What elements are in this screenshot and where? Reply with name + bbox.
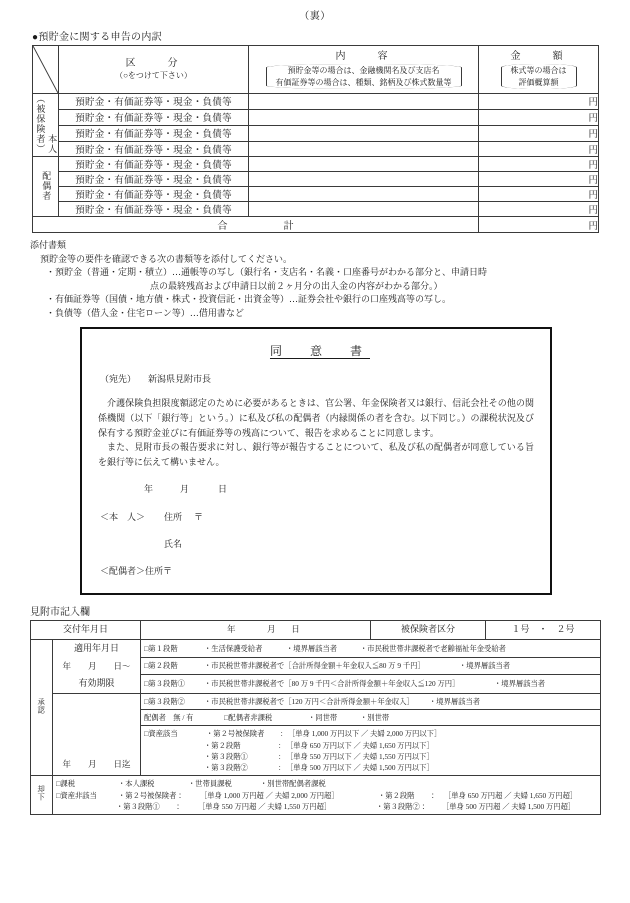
reject-asset-1-value: ［単身 1,000 万円超 ／ 夫婦 2,000 万円超］ — [200, 790, 339, 800]
asset-line-4 — [144, 762, 597, 773]
deposit-content-input[interactable] — [249, 202, 479, 217]
stage1-item-1: ・生活保護受給者 — [204, 643, 263, 653]
reject-asset-1-label: ・第２号被保険者： — [118, 790, 184, 800]
header-naiyou-sub1: 預貯金等の場合は、金融機関名及び支店名 — [287, 66, 440, 76]
stage1-item-3: ・市民税世帯非課税者で老齢福祉年金受給者 — [360, 643, 506, 653]
reject-asset-line-1 — [56, 790, 597, 801]
consent-self-name-label: 氏名 — [164, 538, 183, 549]
tax-item-2: ・世帯員課税 — [188, 779, 232, 789]
deposit-item-label[interactable]: 預貯金・有価証券等・現金・負債等 — [59, 187, 249, 202]
corner-diagonal-cell — [33, 46, 59, 94]
stage3a-checkbox[interactable]: □第３段階① — [144, 679, 185, 689]
consent-self-name-row[interactable] — [164, 537, 534, 552]
row-group-label-honnin — [33, 94, 59, 157]
deposit-amount-input[interactable]: 円 — [479, 109, 599, 125]
asset-line-3-label: ・第３段階① — [204, 751, 248, 761]
reject-side-label — [31, 776, 53, 815]
reject-content-block[interactable] — [53, 776, 601, 815]
deposit-content-input[interactable] — [249, 172, 479, 187]
insured-class-label: 被保険者区分 — [371, 620, 486, 639]
stage3a-item-2: ・境界層該当者 — [494, 679, 546, 689]
deposit-content-input[interactable] — [249, 109, 479, 125]
table-row — [33, 94, 599, 110]
header-naiyou-subgroup — [266, 64, 462, 88]
deposit-item-label[interactable]: 預貯金・有価証券等・現金・負債等 — [59, 141, 249, 157]
tax-checkbox[interactable]: □課税 — [56, 779, 76, 789]
asset-noneligible-checkbox[interactable]: □資産非該当 — [56, 790, 97, 800]
approve-side-label — [31, 639, 53, 776]
attachments-line-1: ・預貯金（普通・定期・積立）…通帳等の写し（銀行名・支店名・名義・口座番号がわかる部分と、申請日時 — [46, 267, 488, 278]
asset-line-1-value: ［単身 1,000 万円以下 ／ 夫婦 2,000 万円以下］ — [288, 729, 442, 739]
consent-date-day: 日 — [218, 484, 228, 495]
approve-row-4 — [31, 693, 601, 709]
deposit-amount-input[interactable]: 円 — [479, 187, 599, 202]
deposit-item-label[interactable]: 預貯金・有価証券等・現金・負債等 — [59, 157, 249, 172]
consent-spouse-address-row[interactable] — [100, 564, 534, 579]
row-group-label-honnin-main: 本人 — [47, 134, 58, 154]
header-kingaku-sub1: 株式等の場合は — [510, 66, 567, 76]
tax-item-1: ・本人課税 — [118, 779, 155, 789]
spouse-nontax-checkbox[interactable]: □配偶者非課税 — [224, 712, 273, 722]
attachments-line-1b: 点の最終残高および申請日以前２ヶ月分の出入金の内容がわかる部分。） — [150, 280, 443, 291]
attachments-line-3: ・負債等（借入金・住宅ローン等）…借用書など — [46, 307, 244, 318]
stage3b-checkbox[interactable]: □第３段階② — [144, 696, 185, 706]
approve-stage-3b[interactable] — [141, 693, 601, 709]
consent-paragraph-2: また、見附市長の報告要求に対し、銀行等が報告することについて、私及び私の配偶者が同意している旨を銀行等に伝えて構いません。 — [98, 442, 534, 467]
deposit-item-label[interactable]: 預貯金・有価証券等・現金・負債等 — [59, 202, 249, 217]
approve-stage-2[interactable] — [141, 658, 601, 675]
table-row — [33, 172, 599, 187]
reject-asset-line-2 — [56, 801, 597, 812]
issue-date-input[interactable] — [141, 620, 371, 639]
consent-addressee-value: 新潟県見附市長 — [148, 373, 212, 384]
asset-line-1-sep: ： — [280, 729, 288, 739]
reject-row — [31, 776, 601, 815]
header-kingaku-subgroup — [501, 64, 577, 88]
consent-spouse-address-label: 住所 — [145, 566, 164, 577]
consent-addressee-label: （宛先） — [100, 373, 137, 384]
deposit-content-input[interactable] — [249, 141, 479, 157]
asset-line-4-label: ・第３段階② — [204, 763, 248, 773]
deposit-item-label[interactable]: 預貯金・有価証券等・現金・負債等 — [59, 109, 249, 125]
table-row — [33, 187, 599, 202]
stage1-checkbox[interactable]: □第１段階 — [144, 643, 178, 653]
header-kubun-title: 区 分 — [125, 58, 182, 70]
approve-row-2 — [31, 658, 601, 675]
back-page-marker: （裏） — [299, 11, 331, 22]
consent-date-month: 月 — [180, 484, 190, 495]
table-row — [33, 202, 599, 217]
spouse-same-household: ・同世帯 — [308, 712, 338, 722]
tax-item-3: ・別世帯配偶者課税 — [260, 779, 326, 789]
table-row — [33, 157, 599, 172]
attachments-lead: 預貯金等の要件を確認できる次の書類等を添付してください。 — [40, 253, 293, 264]
table-row — [33, 141, 599, 157]
table-row — [33, 125, 599, 141]
deposit-content-input[interactable] — [249, 94, 479, 110]
header-naiyou-sub2: 有価証券等の場合は、種類、銘柄及び株式数量等 — [275, 77, 452, 87]
deposit-section-heading: ●預貯金に関する申告の内訳 — [32, 32, 162, 43]
reject-asset-1b-value: ［単身 650 万円超 ／ 夫婦 1,650 万円超］ — [444, 790, 578, 800]
stage2-item-2: ・境界層該当者 — [459, 661, 511, 671]
stage1-item-2: ・境界層該当者 — [286, 643, 338, 653]
valid-until-value[interactable]: 年 月 日迄 — [53, 693, 141, 776]
deposit-amount-input[interactable]: 円 — [479, 172, 599, 187]
reject-asset-2b-label: ・第３段階②： — [376, 802, 428, 812]
asset-line-2-label: ・第２段階 — [204, 740, 241, 750]
asset-line-1 — [144, 728, 597, 739]
deposit-content-input[interactable] — [249, 187, 479, 202]
asset-line-4-sep: ： — [278, 763, 286, 773]
city-section-heading: 見附市記入欄 — [30, 606, 90, 618]
deposit-declaration-table — [32, 45, 599, 233]
header-kubun-sub: （○をつけて下さい） — [115, 70, 192, 80]
issue-date-year: 年 — [226, 624, 236, 635]
deposit-content-input[interactable] — [249, 157, 479, 172]
consent-addressee-row — [100, 372, 534, 387]
row-group-label-spouse — [33, 157, 59, 217]
issue-date-day: 日 — [291, 624, 300, 635]
attachments-line-2: ・有価証券等（国債・地方債・株式・投資信託・出資金等）…証券会社や銀行の口座残高等の写し。 — [46, 294, 452, 305]
consent-date-year: 年 — [144, 484, 154, 495]
row-group-label-spouse-text: 配偶者 — [41, 170, 52, 201]
consent-spouse-label: ＜配偶者＞ — [100, 566, 146, 577]
reject-asset-2-value: ［単身 550 万円超 ／ 夫婦 1,550 万円超］ — [198, 802, 332, 812]
issue-date-month: 月 — [266, 624, 276, 635]
consent-spouse-postal-icon: 〒 — [163, 566, 173, 577]
approve-stage-1[interactable] — [141, 639, 601, 657]
asset-line-4-value: ［単身 500 万円以下 ／ 夫婦 1,500 万円以下］ — [286, 763, 434, 773]
asset-line-2-sep: ： — [278, 740, 286, 750]
deposit-amount-input[interactable]: 円 — [479, 125, 599, 141]
header-naiyou — [249, 46, 479, 94]
asset-line-3 — [144, 751, 597, 762]
header-kingaku-sub2: 評価概算額 — [518, 77, 559, 87]
header-naiyou-title: 内 容 — [335, 50, 392, 62]
consent-paragraph-1: 介護保険負担限度額認定のために必要があるときは、官公署、年金保険者又は銀行、信託会社その他の関係機関（以下「銀行等」という。）に私及び私の配偶者（内縁関係の者を含む。以下同じ。）の課税状況及び保有する預貯金並びに有価証券等の残高について、報告を求めることに同意します。 — [98, 398, 534, 438]
deposit-amount-input[interactable]: 円 — [479, 157, 599, 172]
stage2-checkbox[interactable]: □第２段階 — [144, 661, 178, 671]
attachments-title: 添付書類 — [30, 240, 67, 251]
approve-row-1 — [31, 639, 601, 657]
consent-form-box — [80, 327, 552, 594]
apply-date-value[interactable]: 年 月 日〜 — [53, 658, 141, 675]
table-row — [33, 109, 599, 125]
reject-side-label-text: 却下 — [37, 785, 47, 803]
apply-date-label: 適用年月日 — [53, 639, 141, 657]
consent-self-address-label: 住所 — [164, 511, 183, 522]
asset-eligible-checkbox[interactable]: □資産該当 — [144, 729, 178, 739]
consent-date-row[interactable] — [144, 482, 534, 497]
deposit-item-label[interactable]: 預貯金・有価証券等・現金・負債等 — [59, 125, 249, 141]
city-office-table — [30, 620, 601, 816]
deposit-amount-input[interactable]: 円 — [479, 141, 599, 157]
header-kubun — [59, 46, 249, 94]
total-label: 合 計 — [33, 217, 479, 233]
deposit-item-label[interactable]: 預貯金・有価証券等・現金・負債等 — [59, 172, 249, 187]
asset-line-3-sep: ： — [278, 751, 286, 761]
spouse-status-row[interactable] — [141, 709, 601, 725]
valid-until-label: 有効期限 — [53, 675, 141, 693]
city-issue-date-row — [31, 620, 601, 639]
deposit-content-input[interactable] — [249, 125, 479, 141]
header-kingaku — [479, 46, 599, 94]
reject-tax-line[interactable] — [56, 778, 597, 789]
asset-line-2-value: ［単身 650 万円以下 ／ 夫婦 1,650 万円以下］ — [286, 740, 434, 750]
deposit-amount-input[interactable]: 円 — [479, 202, 599, 217]
consent-self-postal-icon: 〒 — [194, 511, 204, 522]
consent-self-label: ＜本 人＞ — [100, 511, 146, 522]
reject-asset-2b-value: ［単身 500 万円超 ／ 夫婦 1,500 万円超］ — [442, 802, 576, 812]
insured-class-value[interactable]: １号 ・ ２号 — [486, 620, 601, 639]
consent-title: 同 意 書 — [269, 344, 370, 359]
diagonal-line-icon — [33, 46, 58, 93]
header-kingaku-title: 金 額 — [510, 50, 567, 62]
row-group-label-honnin-text: （被保険者） — [35, 94, 46, 154]
consent-self-address-row[interactable] — [100, 510, 534, 525]
stage3b-item-1: ・市民税世帯非課税者で［120 万円＜合計所得金額＋年金収入］ — [204, 696, 414, 706]
total-amount-input[interactable]: 円 — [479, 217, 599, 233]
stage2-item-1: ・市民税世帯非課税者で［合計所得金額＋年金収入≦80 万 9 千円］ — [204, 661, 425, 671]
asset-line-1-label: ・第２号被保険者 — [206, 729, 265, 739]
approve-row-3 — [31, 675, 601, 693]
stage3b-item-2: ・境界層該当者 — [429, 696, 481, 706]
reject-asset-2-label: ・第３段階① ： — [116, 802, 182, 812]
deposit-total-row — [33, 217, 599, 233]
spouse-other-household: ・別世帯 — [360, 712, 390, 722]
asset-eligible-block[interactable] — [141, 726, 601, 776]
deposit-table-header-row — [33, 46, 599, 94]
deposit-amount-input[interactable]: 円 — [479, 94, 599, 110]
approve-side-label-text: 承認 — [37, 697, 47, 715]
spouse-status-label[interactable]: 配偶者 無 / 有 — [144, 712, 194, 722]
reject-asset-1b-label: ・第２段階 ： — [378, 790, 437, 800]
deposit-item-label[interactable]: 預貯金・有価証券等・現金・負債等 — [59, 94, 249, 110]
asset-line-3-value: ［単身 550 万円以下 ／ 夫婦 1,550 万円以下］ — [286, 751, 434, 761]
stage3a-item-1: ・市民税世帯非課税者で［80 万 9 千円＜合計所得金額＋年金収入≦120 万円］ — [204, 679, 460, 689]
attachments-section — [30, 239, 630, 320]
approve-stage-3a[interactable] — [141, 675, 601, 693]
issue-date-label: 交付年月日 — [31, 620, 141, 639]
asset-line-2 — [144, 740, 597, 751]
